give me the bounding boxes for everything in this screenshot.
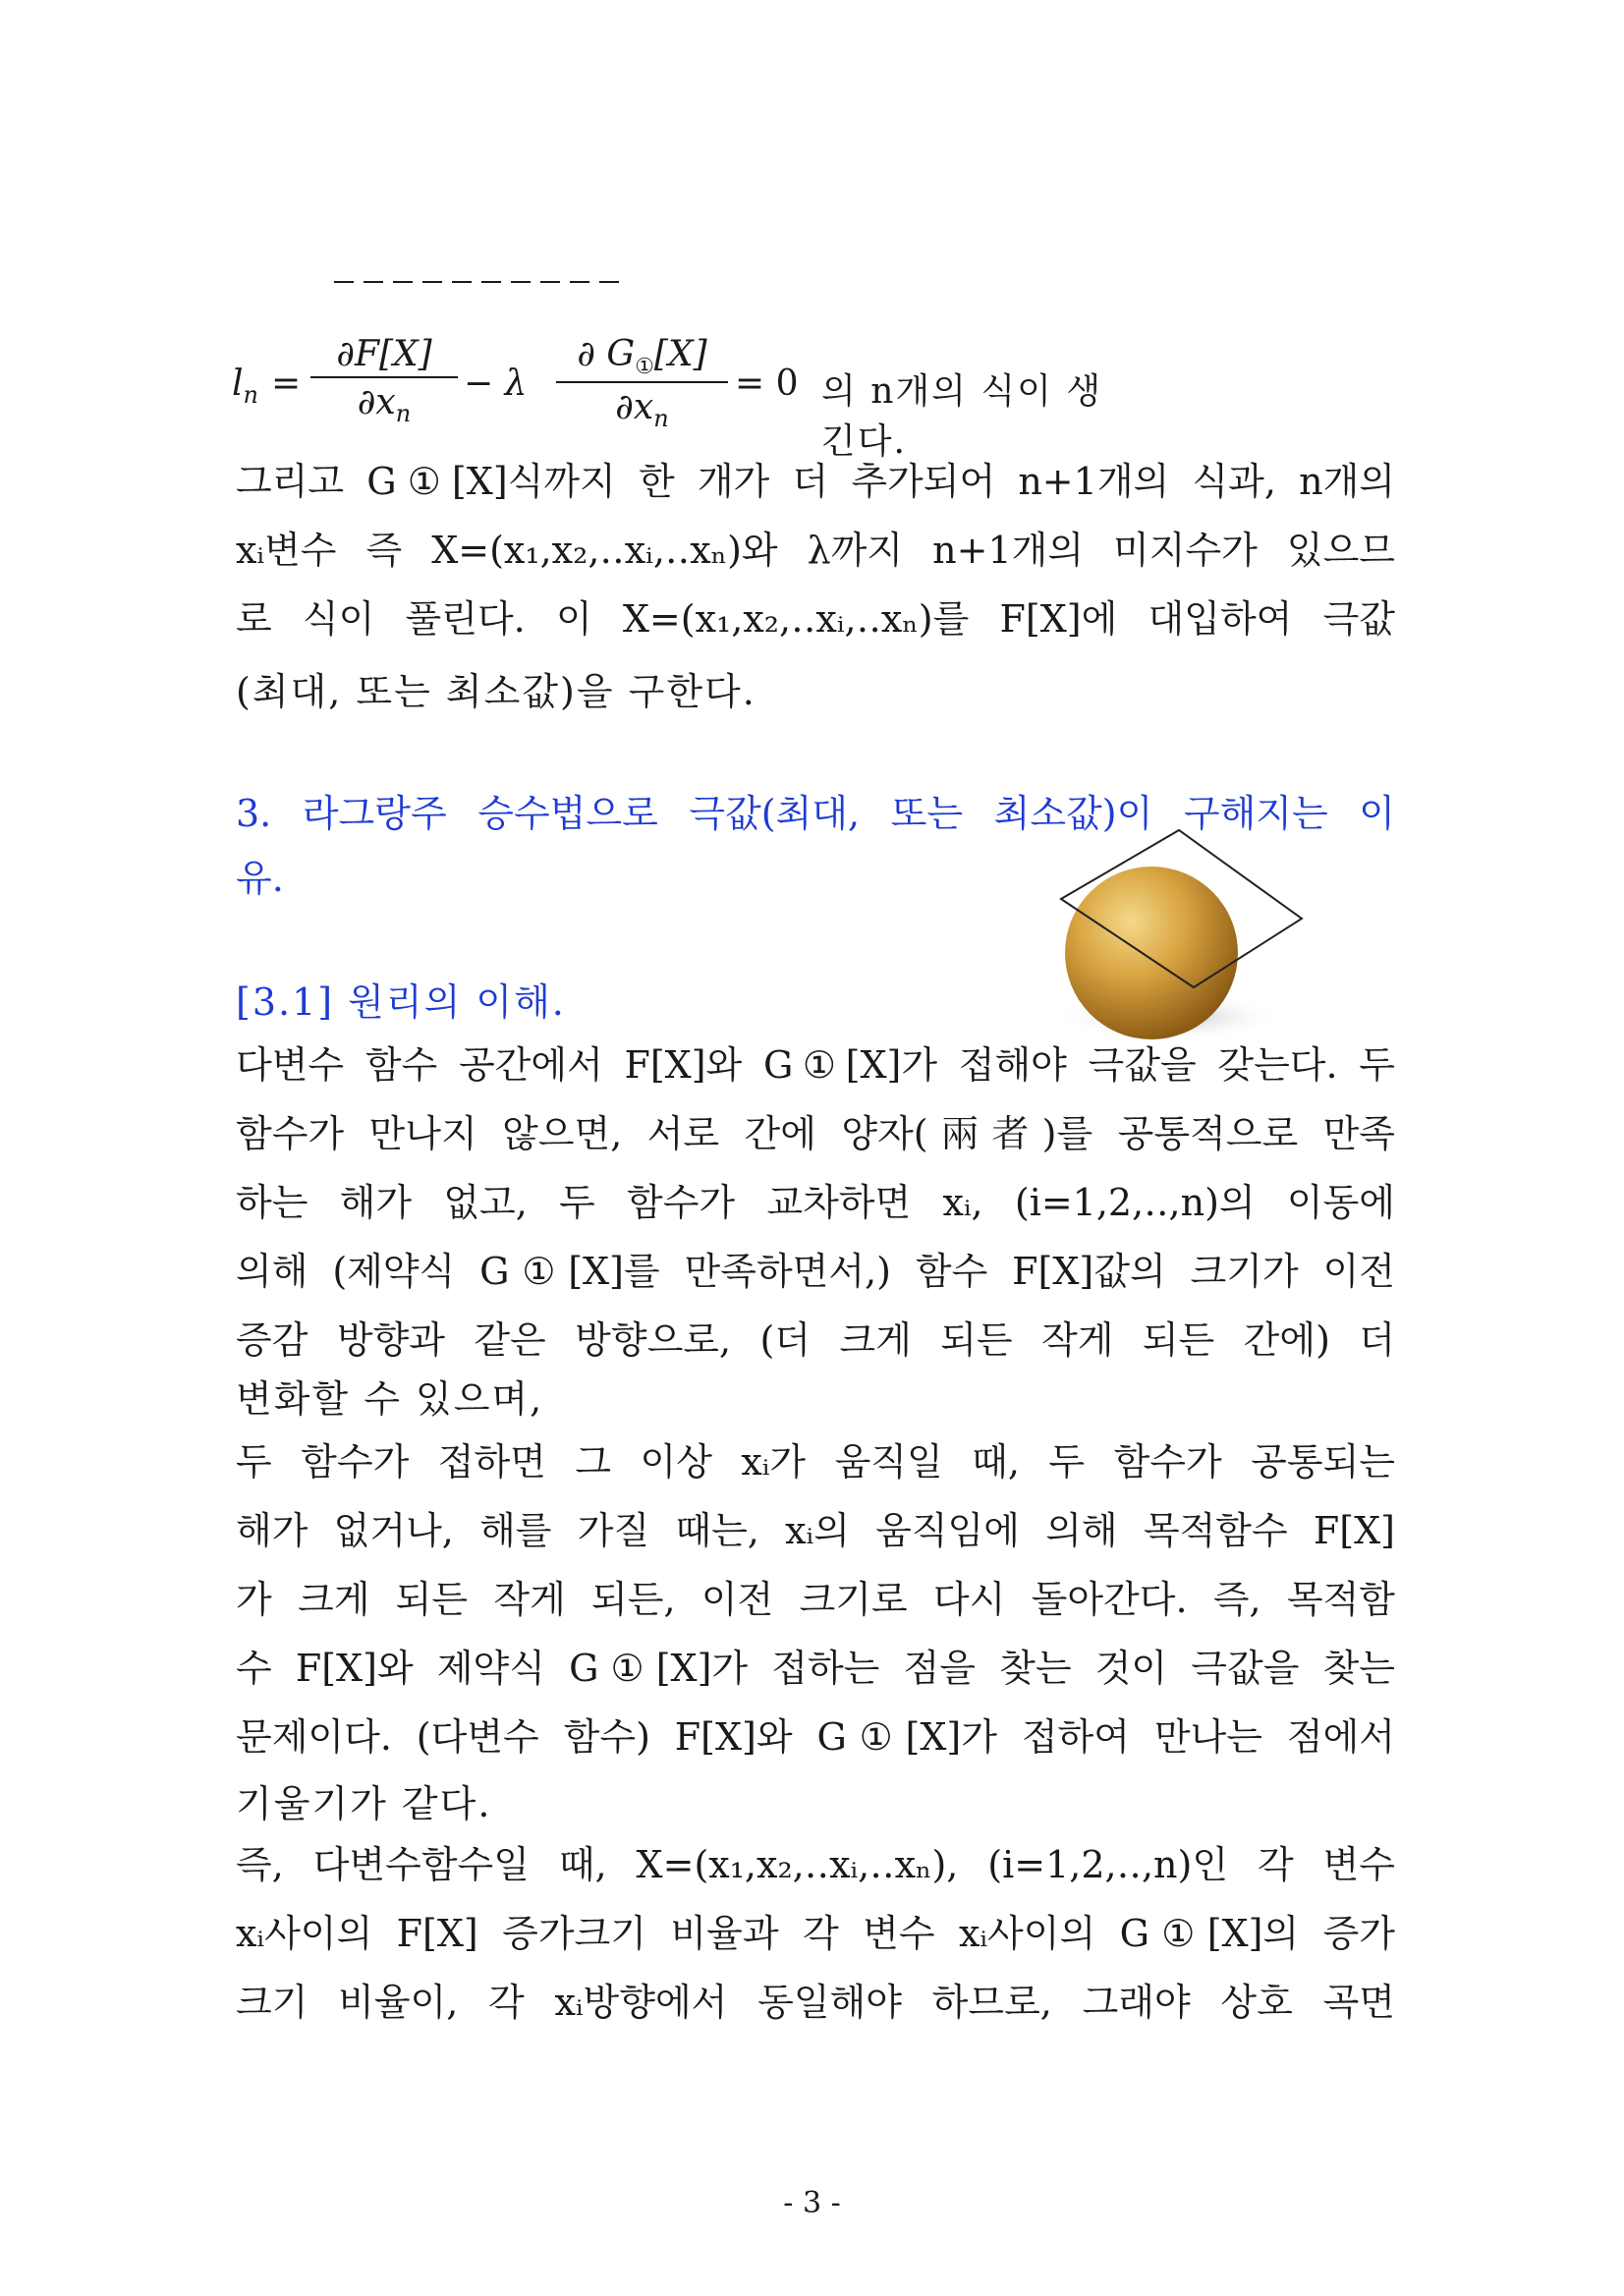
lagrange-equation xyxy=(232,324,1116,462)
para2-line: 크기 비율이, 각 xᵢ방향에서 동일해야 하므로, 그래야 상호 곡면 xyxy=(236,1981,1395,2024)
para2-line: 의해 (제약식 G①[X]를 만족하면서,) 함수 F[X]값의 크기가 이전 xyxy=(236,1250,1395,1293)
subsection-heading: [3.1] 원리의 이해. xyxy=(236,980,566,1024)
fraction-dG: $\frac{\partial G_①[X]}{\partial x_n}$ xyxy=(556,334,728,432)
dash-separator xyxy=(334,267,619,297)
section-heading: 유. xyxy=(236,857,284,900)
para1-line: 로 식이 풀린다. 이 X=(x₁,x₂,‥xᵢ,‥xₙ)를 F[X]에 대입하여 극값 xyxy=(236,597,1395,641)
para2-line: 함수가 만나지 않으면, 서로 간에 양자(兩者)를 공통적으로 만족 xyxy=(236,1112,1395,1155)
rhs-zero: = 0 xyxy=(735,364,799,404)
para1-line: xᵢ변수 즉 X=(x₁,x₂,‥xᵢ,‥xₙ)와 λ까지 n+1개의 미지수가 있으므 xyxy=(236,529,1395,572)
para1-line: 그리고 G①[X]식까지 한 개가 더 추가되어 n+1개의 식과, n개의 xyxy=(236,460,1395,503)
para2-line: 하는 해가 없고, 두 함수가 교차하면 xᵢ, (i=1,2,‥,n)의 이동에 xyxy=(236,1181,1395,1224)
fraction-dF: $\frac{\partial F[X]}{\partial x_n}$ xyxy=(310,334,458,427)
page-number: - 3 - xyxy=(783,2186,841,2220)
para2-line: 가 크게 되든 작게 되든, 이전 크기로 다시 돌아간다. 즉, 목적함 xyxy=(236,1578,1395,1621)
minus-lambda: − λ xyxy=(464,364,528,404)
para2-line: 두 함수가 접하면 그 이상 xᵢ가 움직일 때, 두 함수가 공통되는 xyxy=(236,1440,1395,1484)
para2-line: 변화할 수 있으며, xyxy=(236,1377,544,1421)
section-heading: 3. 라그랑주 승수법으로 극값(최대, 또는 최소값)이 구해지는 이 xyxy=(236,792,1395,835)
para2-line: 다변수 함수 공간에서 F[X]와 G①[X]가 접해야 극값을 갖는다. 두 xyxy=(236,1043,1395,1087)
para2-line: 해가 없거나, 해를 가질 때는, xᵢ의 움직임에 의해 목적함수 F[X] xyxy=(236,1509,1395,1552)
para2-line: 수 F[X]와 제약식 G①[X]가 접하는 점을 찾는 것이 극값을 찾는 xyxy=(236,1647,1395,1690)
equals-sign: = xyxy=(271,364,302,404)
para2-line: 증감 방향과 같은 방향으로, (더 크게 되든 작게 되든 간에) 더 xyxy=(236,1318,1395,1362)
sphere-tangent-plane-figure xyxy=(1022,825,1316,1051)
para1-line: (최대, 또는 최소값)을 구한다. xyxy=(236,670,756,713)
para2-line: 즉, 다변수함수일 때, X=(x₁,x₂,‥xᵢ,‥xₙ), (i=1,2,‥,n)인 각 변수 xyxy=(236,1843,1395,1886)
lhs-symbol: $l_n$ xyxy=(232,364,258,409)
para2-line: xᵢ사이의 F[X] 증가크기 비율과 각 변수 xᵢ사이의 G①[X]의 증가 xyxy=(236,1912,1395,1955)
para2-line: 문제이다. (다변수 함수) F[X]와 G①[X]가 접하여 만나는 점에서 xyxy=(236,1715,1395,1759)
formula-trailing-text: 의 n개의 식이 생긴다. xyxy=(821,371,1103,462)
para2-line: 기울기가 같다. xyxy=(236,1782,492,1825)
